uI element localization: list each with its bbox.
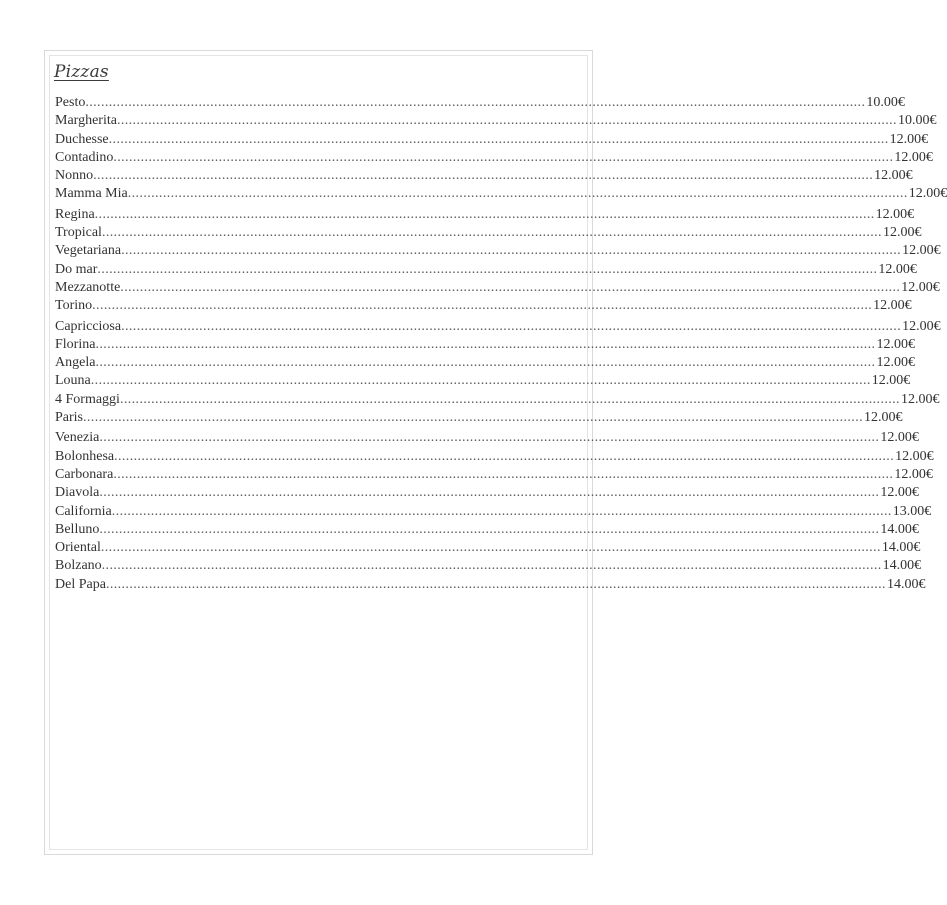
dot-leader: ........................................................................................................................................................................................................ bbox=[83, 410, 863, 426]
pizza-menu-list bbox=[55, 94, 947, 594]
menu-item-price: 12.00€ bbox=[875, 206, 915, 222]
menu-item bbox=[55, 576, 926, 594]
menu-item bbox=[55, 261, 917, 279]
menu-item-price: 12.00€ bbox=[889, 131, 929, 147]
menu-item bbox=[55, 391, 940, 409]
menu-item-name: 4 Formaggi bbox=[55, 391, 120, 407]
dot-leader: ........................................................................................................................................................................................................ bbox=[99, 485, 880, 501]
menu-item-name: Capricciosa bbox=[55, 318, 122, 334]
menu-item-price: 12.00€ bbox=[874, 168, 913, 184]
menu-item-name: Vegetariana bbox=[55, 243, 122, 259]
menu-item-price: 12.00€ bbox=[902, 318, 941, 334]
dot-leader: ........................................................................................................................................................................................................ bbox=[95, 355, 876, 371]
menu-item-name: Tropical bbox=[55, 225, 102, 241]
dot-leader: ........................................................................................................................................................................................................ bbox=[92, 298, 873, 314]
menu-item-name: Mamma Mia bbox=[55, 186, 128, 202]
menu-item-price: 14.00€ bbox=[880, 521, 919, 537]
menu-item-price: 12.00€ bbox=[902, 243, 941, 259]
dot-leader: ........................................................................................................................................................................................................ bbox=[101, 225, 882, 241]
menu-item-price: 12.00€ bbox=[908, 186, 947, 202]
menu-item-price: 12.00€ bbox=[901, 279, 940, 295]
dot-leader: ........................................................................................................................................................................................................ bbox=[116, 113, 897, 129]
menu-item bbox=[55, 242, 941, 260]
menu-item bbox=[55, 112, 937, 130]
menu-item-name: Louna bbox=[55, 373, 91, 389]
menu-item bbox=[55, 429, 919, 447]
menu-item bbox=[55, 484, 919, 502]
menu-item bbox=[55, 94, 905, 112]
menu-item-name: Del Papa bbox=[55, 576, 106, 592]
menu-item-name: Torino bbox=[55, 298, 93, 314]
menu-item-name: Oriental bbox=[55, 540, 101, 556]
menu-item-price: 14.00€ bbox=[882, 558, 922, 574]
menu-item bbox=[55, 185, 947, 203]
menu-item-price: 12.00€ bbox=[900, 391, 940, 407]
dot-leader: ........................................................................................................................................................................................................ bbox=[99, 521, 880, 537]
menu-item-price: 12.00€ bbox=[895, 448, 934, 464]
menu-item bbox=[55, 279, 940, 297]
menu-item-price: 12.00€ bbox=[871, 373, 911, 389]
dot-leader: ........................................................................................................................................................................................................ bbox=[101, 558, 882, 574]
menu-item-price: 12.00€ bbox=[878, 261, 917, 277]
menu-item bbox=[55, 503, 932, 521]
menu-item bbox=[55, 409, 903, 427]
dot-leader: ........................................................................................................................................................................................................ bbox=[105, 576, 886, 592]
menu-item-name: Margherita bbox=[55, 113, 117, 129]
dot-leader: ........................................................................................................................................................................................................ bbox=[121, 243, 902, 259]
dot-leader: ........................................................................................................................................................................................................ bbox=[114, 448, 895, 464]
menu-item-name: Pesto bbox=[55, 95, 86, 110]
dot-leader: ........................................................................................................................................................................................................ bbox=[121, 318, 902, 334]
menu-item bbox=[55, 372, 911, 390]
menu-item-price: 12.00€ bbox=[864, 410, 903, 426]
menu-item-name: Regina bbox=[55, 206, 95, 222]
menu-item bbox=[55, 149, 933, 167]
dot-leader: ........................................................................................................................................................................................................ bbox=[119, 391, 900, 407]
menu-item bbox=[55, 466, 933, 484]
dot-leader: ........................................................................................................................................................................................................ bbox=[97, 261, 878, 277]
dot-leader: ........................................................................................................................................................................................................ bbox=[113, 149, 894, 165]
menu-item-price: 12.00€ bbox=[894, 149, 933, 165]
menu-item-price: 14.00€ bbox=[886, 576, 926, 592]
dot-leader: ........................................................................................................................................................................................................ bbox=[90, 373, 871, 389]
menu-heading: Pizzas bbox=[54, 62, 109, 82]
dot-leader: ........................................................................................................................................................................................................ bbox=[95, 336, 876, 352]
menu-item-name: Venezia bbox=[55, 430, 100, 446]
menu-item bbox=[55, 131, 929, 149]
menu-item-price: 12.00€ bbox=[894, 466, 933, 482]
menu-item-name: Mezzanotte bbox=[55, 279, 121, 295]
menu-item-price: 12.00€ bbox=[880, 430, 919, 446]
menu-item bbox=[55, 354, 915, 372]
dot-leader: ........................................................................................................................................................................................................ bbox=[85, 95, 866, 110]
menu-item bbox=[55, 521, 919, 539]
menu-item-name: California bbox=[55, 503, 112, 519]
menu-item-name: Florina bbox=[55, 336, 96, 352]
menu-item bbox=[55, 167, 913, 185]
menu-item-name: Duchesse bbox=[55, 131, 109, 147]
menu-item-name: Do mar bbox=[55, 261, 98, 277]
menu-item-price: 13.00€ bbox=[892, 503, 932, 519]
menu-item-price: 12.00€ bbox=[876, 355, 915, 371]
dot-leader: ........................................................................................................................................................................................................ bbox=[94, 206, 875, 222]
menu-item-name: Angela bbox=[55, 355, 96, 371]
dot-leader: ........................................................................................................................................................................................................ bbox=[108, 131, 889, 147]
menu-item-name: Contadino bbox=[55, 149, 114, 165]
dot-leader: ........................................................................................................................................................................................................ bbox=[99, 430, 880, 446]
menu-item bbox=[55, 297, 912, 315]
menu-item-name: Bolzano bbox=[55, 558, 102, 574]
menu-item bbox=[55, 318, 941, 336]
menu-item-name: Diavola bbox=[55, 485, 100, 501]
dot-leader: ........................................................................................................................................................................................................ bbox=[100, 540, 881, 556]
menu-item-name: Bolonhesa bbox=[55, 448, 115, 464]
dot-leader: ........................................................................................................................................................................................................ bbox=[127, 186, 908, 202]
menu-item-price: 10.00€ bbox=[897, 113, 937, 129]
menu-item bbox=[55, 224, 922, 242]
menu-item-name: Belluno bbox=[55, 521, 100, 537]
dot-leader: ........................................................................................................................................................................................................ bbox=[93, 168, 874, 184]
menu-item-price: 12.00€ bbox=[880, 485, 919, 501]
menu-item-price: 12.00€ bbox=[873, 298, 912, 314]
dot-leader: ........................................................................................................................................................................................................ bbox=[113, 466, 894, 482]
menu-item bbox=[55, 539, 921, 557]
menu-item-name: Carbonara bbox=[55, 466, 114, 482]
menu-item-price: 12.00€ bbox=[876, 336, 915, 352]
menu-item-price: 14.00€ bbox=[881, 540, 921, 556]
menu-item-name: Paris bbox=[55, 410, 83, 426]
menu-item-name: Nonno bbox=[55, 168, 94, 184]
menu-item-price: 10.00€ bbox=[866, 95, 905, 110]
menu-item bbox=[55, 557, 922, 575]
dot-leader: ........................................................................................................................................................................................................ bbox=[120, 279, 901, 295]
menu-item bbox=[55, 448, 934, 466]
menu-item-price: 12.00€ bbox=[882, 225, 922, 241]
dot-leader: ........................................................................................................................................................................................................ bbox=[111, 503, 892, 519]
menu-item bbox=[55, 336, 915, 354]
menu-item bbox=[55, 206, 915, 224]
